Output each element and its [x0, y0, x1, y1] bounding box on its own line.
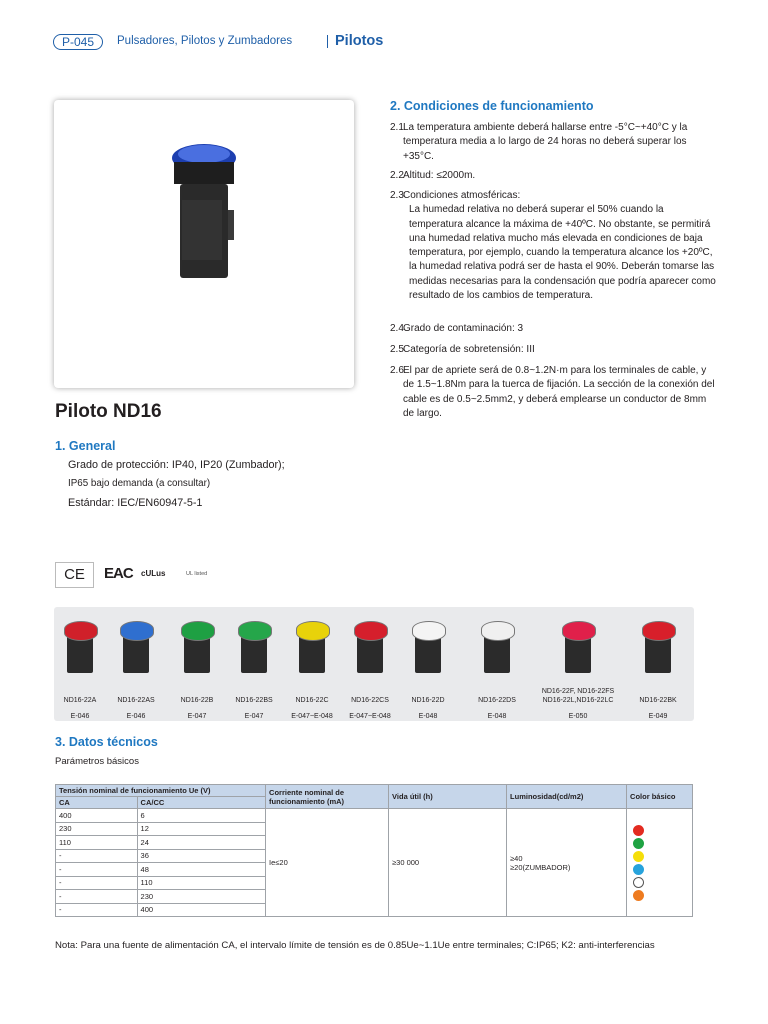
- condition-number: 2.5: [390, 344, 404, 355]
- header-current: Corriente nominal de funcionamiento (mA): [266, 785, 389, 809]
- product-variant: [52, 619, 108, 720]
- pilot-variant-image: [408, 619, 448, 675]
- variant-model: ND16-22BK: [639, 697, 677, 704]
- cell-cacc: 48: [137, 863, 266, 877]
- pilot-variant-image: [638, 619, 678, 675]
- header-cacc: CA/CC: [137, 797, 266, 809]
- cell-current: Ie≤20: [266, 809, 389, 917]
- variant-model: ND16-22D: [411, 697, 445, 704]
- condition-item: [390, 169, 720, 183]
- color-swatch-yellow: [633, 851, 644, 862]
- condition-text: Altitud: ≤2000m.: [403, 170, 476, 181]
- cul-us-mark-icon: cULus: [141, 569, 166, 578]
- ul-listed-mark-icon: UL listed: [186, 571, 208, 577]
- tech-table: [55, 784, 693, 917]
- color-swatch-blue: [633, 864, 644, 875]
- pilot-light-image: [54, 100, 354, 388]
- cell-cacc: 400: [137, 903, 266, 917]
- lens-cap: [412, 621, 446, 641]
- cell-cacc: 6: [137, 809, 266, 823]
- cell-cacc: 12: [137, 822, 266, 836]
- eac-mark-icon: EAC: [104, 565, 133, 582]
- variant-page: E-048: [487, 713, 507, 720]
- condition-item: [390, 189, 720, 303]
- header-divider: [327, 35, 328, 48]
- condition-text: El par de apriete será de 0.8~1.2N·m para los terminales de cable, y de 1.5~1.8Nm para la tuerca de fijación. La sección de la conexión del cable es de 0.5~2.5mm2, y deberá emplearse un conductor de 8mm de largo.: [403, 365, 715, 419]
- cell-ca: 230: [56, 822, 138, 836]
- variant-page: E-048: [418, 713, 438, 720]
- pilot-variant-image: [234, 619, 274, 675]
- lens-cap: [238, 621, 272, 641]
- variant-page: E-050: [568, 713, 588, 720]
- page-title: Pilotos: [335, 33, 384, 49]
- general-line-2: IP65 bajo demanda (a consultar): [68, 478, 211, 489]
- color-swatch-orange: [633, 890, 644, 901]
- lens-cap: [642, 621, 676, 641]
- cell-cacc: 36: [137, 849, 266, 863]
- pilot-variant-image: [292, 619, 332, 675]
- cell-ca: 400: [56, 809, 138, 823]
- condition-number: 2.2: [390, 170, 404, 181]
- cell-ca: -: [56, 903, 138, 917]
- luminosity-buzzer-value: ≥20(ZUMBADOR): [510, 862, 571, 872]
- condition-subtext: La humedad relativa no deberá superar el 50% cuando la temperatura alcance la máxima de +40ºC. No obstante, se permitirá una humedad relativa mucho más elevada en condiciones de baja temperatura, por ejemplo, cuando la temperatura alcance los +20ºC, la humedad relativa podrá ser de hasta el 90%. Deberán tomarse las medidas necesarias para la condensación que podría aparecer como resultado de los cambios de temperatura.: [409, 204, 716, 302]
- product-variant: [226, 619, 282, 720]
- product-variant: [169, 619, 225, 720]
- variant-model: ND16-22C: [295, 697, 329, 704]
- condition-number: 2.1: [390, 122, 404, 133]
- condition-number: 2.3: [390, 190, 404, 201]
- variant-page: E-049: [648, 713, 668, 720]
- cell-cacc: 110: [137, 876, 266, 890]
- cell-ca: -: [56, 890, 138, 904]
- color-swatch-green: [633, 838, 644, 849]
- header-life: Vida útil (h): [389, 785, 507, 809]
- lens-cap: [562, 621, 596, 641]
- header-ca: CA: [56, 797, 138, 809]
- lens-cap: [296, 621, 330, 641]
- section-title: Pulsadores, Pilotos y Zumbadores: [117, 35, 293, 47]
- color-swatch-white: [633, 877, 644, 888]
- product-variants-band: [54, 607, 694, 721]
- cell-luminosity: [507, 809, 627, 917]
- general-heading: 1. General: [55, 439, 116, 453]
- variant-page: E-047: [244, 713, 264, 720]
- pilot-variant-image: [350, 619, 390, 675]
- lens-cap: [120, 621, 154, 641]
- variant-model: ND16-22AS: [117, 697, 155, 704]
- lens-cap: [481, 621, 515, 641]
- lens-cap: [181, 621, 215, 641]
- cell-ca: -: [56, 863, 138, 877]
- product-variant: [630, 619, 686, 720]
- condition-text: Grado de contaminación: 3: [403, 323, 524, 334]
- variant-page: E-047~E-048: [291, 713, 333, 720]
- condition-number: 2.6: [390, 365, 404, 376]
- variant-page: E-046: [70, 713, 90, 720]
- product-variant: [342, 619, 398, 720]
- product-variant: [469, 619, 525, 720]
- pilot-variant-image: [116, 619, 156, 675]
- variant-page: E-047~E-048: [349, 713, 391, 720]
- variant-model: ND16-22BS: [235, 697, 273, 704]
- condition-item: [390, 343, 720, 357]
- product-title: Piloto ND16: [55, 401, 162, 422]
- variant-model: ND16-22DS: [478, 697, 516, 704]
- general-line-1: Grado de protección: IP40, IP20 (Zumbador);: [68, 459, 285, 471]
- condition-text: La temperatura ambiente deberá hallarse entre -5°C~+40°C y la temperatura media a lo largo de 24 horas no deberá superar los +35°C.: [403, 122, 688, 162]
- cell-cacc: 230: [137, 890, 266, 904]
- cell-ca: 110: [56, 836, 138, 850]
- general-line-3: Estándar: IEC/EN60947-5-1: [68, 497, 203, 509]
- cell-colors: [627, 809, 693, 917]
- color-swatch-red: [633, 825, 644, 836]
- lens-cap: [64, 621, 98, 641]
- ce-mark-icon: CE: [55, 562, 94, 588]
- variant-model: ND16-22B: [180, 697, 214, 704]
- tech-subheading: Parámetros básicos: [55, 756, 139, 767]
- cell-ca: -: [56, 876, 138, 890]
- footnote: Nota: Para una fuente de alimentación CA, el intervalo límite de tensión es de 0.85Ue~1.1Ue entre terminales; C:IP65; K2: anti-interferencias: [55, 940, 655, 951]
- pilot-variant-image: [60, 619, 100, 675]
- variant-model: ND16-22F, ND16-22FS ND16-22L,ND16-22LC: [541, 688, 615, 704]
- cell-life: ≥30 000: [389, 809, 507, 917]
- pilot-variant-image: [477, 619, 517, 675]
- variant-page: E-046: [126, 713, 146, 720]
- product-variant: [284, 619, 340, 720]
- luminosity-value: ≥40: [510, 853, 523, 863]
- product-variant: [108, 619, 164, 720]
- page-code-badge: P-045: [53, 34, 103, 50]
- product-variant: [537, 619, 619, 720]
- condition-text: Categoría de sobretensión: III: [403, 344, 535, 355]
- pilot-variant-image: [177, 619, 217, 675]
- variant-model: ND16-22CS: [351, 697, 389, 704]
- tech-heading: 3. Datos técnicos: [55, 735, 158, 749]
- condition-number: 2.4: [390, 323, 404, 334]
- product-photo-frame: [54, 100, 354, 388]
- lens-cap: [354, 621, 388, 641]
- cell-ca: -: [56, 849, 138, 863]
- conditions-heading: 2. Condiciones de funcionamiento: [390, 99, 594, 113]
- cell-cacc: 24: [137, 836, 266, 850]
- header-color: Color básico: [627, 785, 693, 809]
- variant-page: E-047: [187, 713, 207, 720]
- pilot-variant-image: [558, 619, 598, 675]
- condition-item: [390, 364, 720, 421]
- variant-model: ND16-22A: [63, 697, 97, 704]
- condition-text: Condiciones atmosféricas:: [403, 190, 521, 201]
- header-voltage: Tensión nominal de funcionamiento Ue (V): [56, 785, 266, 797]
- header-luminosity: Luminosidad(cd/m2): [507, 785, 627, 809]
- product-variant: [400, 619, 456, 720]
- condition-item: [390, 322, 720, 336]
- condition-item: [390, 121, 720, 164]
